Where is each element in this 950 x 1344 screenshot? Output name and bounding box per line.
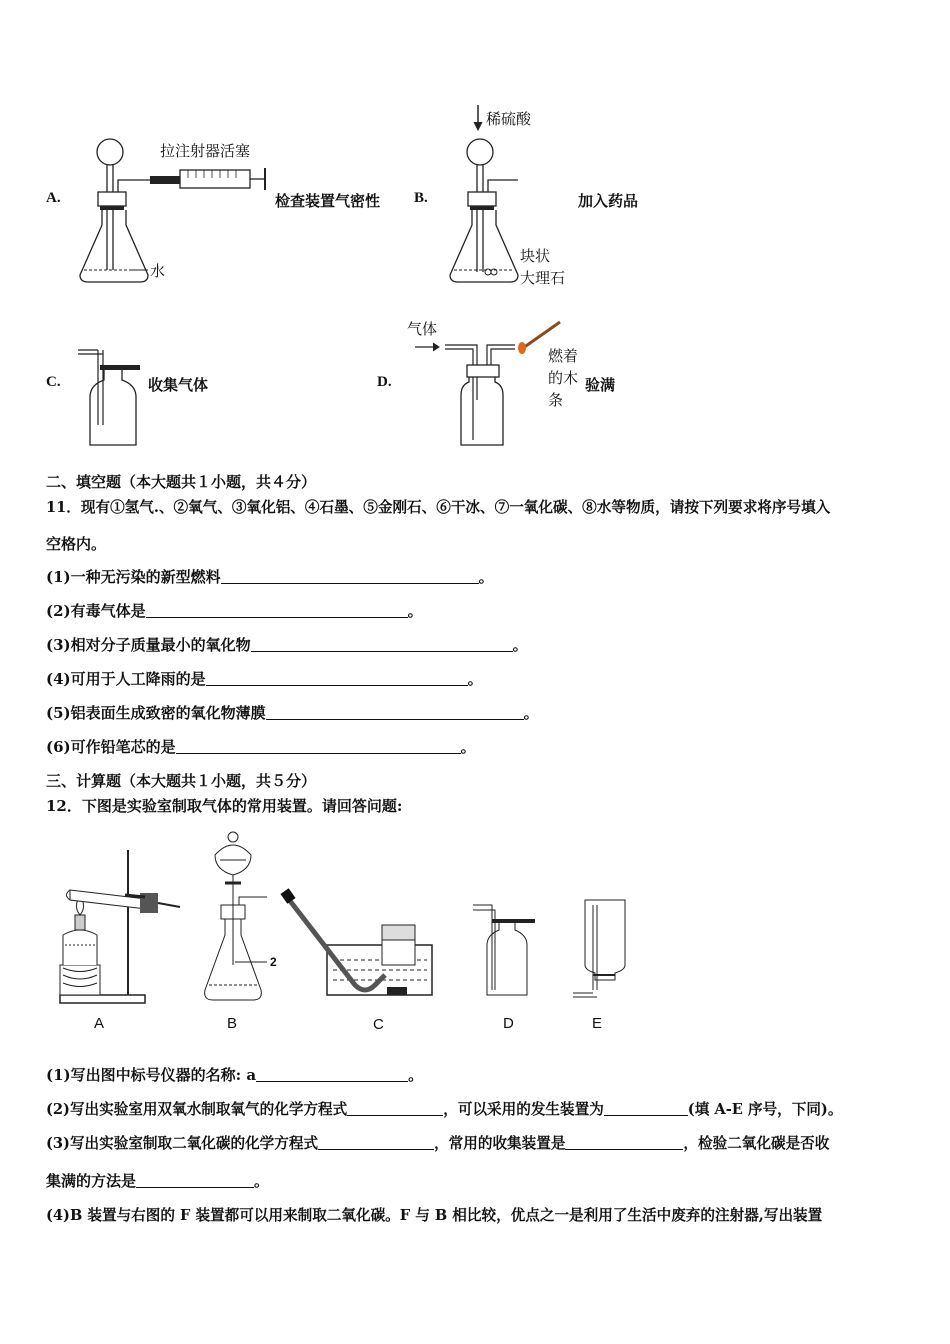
section3-heading: 三、计算题（本大题共１小题，共５分） xyxy=(46,772,317,790)
q12-part3-line2: 集满的方法是 。 xyxy=(46,1172,270,1190)
q11-item-1: (1)一种无污染的新型燃料 。 xyxy=(46,568,494,586)
apparatus-e-drawing xyxy=(573,900,625,997)
apparatus-b-drawing xyxy=(205,832,267,1000)
label-water: 水 xyxy=(150,263,166,280)
answer-blank[interactable] xyxy=(266,705,524,720)
apparatus-a-drawing xyxy=(60,850,180,1003)
label-marble-2: 大理石 xyxy=(520,270,566,287)
option-d-letter: D. xyxy=(377,374,392,390)
apparatus-label-b: B xyxy=(227,1015,238,1032)
answer-blank[interactable] xyxy=(604,1101,688,1116)
option-d-caption: 验满 xyxy=(585,376,616,394)
section2-heading: 二、填空题（本大题共１小题，共４分） xyxy=(46,473,317,491)
answer-blank[interactable] xyxy=(146,603,408,618)
apparatus-d-drawing xyxy=(473,905,535,995)
apparatus-label-c: C xyxy=(373,1016,384,1033)
q12-part3: (3)写出实验室制取二氧化碳的化学方程式 ，常用的收集装置是 ，检验二氧化碳是否收 xyxy=(46,1135,830,1152)
label-gas: 气体 xyxy=(407,321,438,338)
q12-apparatus-figure xyxy=(55,825,645,1015)
q12-part1: (1)写出图中标号仪器的名称: a 。 xyxy=(46,1066,424,1084)
apparatus-label-d: D xyxy=(503,1015,514,1032)
answer-blank[interactable] xyxy=(318,1135,434,1150)
label-stick-3: 条 xyxy=(548,392,564,409)
apparatus-c-drawing xyxy=(280,888,432,995)
q11-item-3: (3)相对分子质量最小的氧化物 。 xyxy=(46,636,528,654)
q11-line1: 11．现有①氢气.、②氧气、③氧化铝、④石墨、⑤金刚石、⑥干冰、⑦一氧化碳、⑧水等物质，请按下列要求将序号填入 xyxy=(46,499,831,516)
q11-item-5: (5)铝表面生成致密的氧化物薄膜 。 xyxy=(46,704,539,722)
answer-blank[interactable] xyxy=(176,739,461,754)
q11-item-6: (6)可作铅笔芯的是 。 xyxy=(46,738,476,756)
label-stick-1: 燃着 xyxy=(548,348,579,365)
answer-blank[interactable] xyxy=(565,1135,683,1150)
q11-item-2: (2)有毒气体是 。 xyxy=(46,602,423,620)
option-c-letter: C. xyxy=(46,374,61,390)
label-acid: 稀硫酸 xyxy=(486,111,532,128)
apparatus-c-figure xyxy=(78,345,158,450)
label-syringe: 拉注射器活塞 xyxy=(160,143,251,160)
label-2: 2 xyxy=(270,955,277,969)
q12-part4: (4)B 装置与右图的 F 装置都可以用来制取二氧化碳。F 与 B 相比较，优点之一是利用了生活中废弃的注射器,写出装置 xyxy=(46,1207,823,1224)
answer-blank[interactable] xyxy=(136,1173,254,1188)
answer-blank[interactable] xyxy=(347,1101,443,1116)
option-a-letter: A. xyxy=(46,190,61,206)
answer-blank[interactable] xyxy=(256,1067,408,1082)
option-c-caption: 收集气体 xyxy=(148,376,209,394)
label-stick-2: 的木 xyxy=(548,370,579,387)
q11-line2: 空格内。 xyxy=(46,535,107,553)
label-marble-1: 块状 xyxy=(520,248,551,265)
answer-blank[interactable] xyxy=(251,637,513,652)
answer-blank[interactable] xyxy=(206,671,468,686)
option-a-caption: 检查装置气密性 xyxy=(275,192,381,210)
q11-item-4: (4)可用于人工降雨的是 。 xyxy=(46,670,483,688)
option-b-caption: 加入药品 xyxy=(578,192,639,210)
q12-intro: 12．下图是实验室制取气体的常用装置。请回答问题: xyxy=(46,797,403,815)
option-b-letter: B. xyxy=(414,190,428,206)
answer-blank[interactable] xyxy=(221,569,479,584)
apparatus-label-e: E xyxy=(592,1015,603,1032)
apparatus-label-a: A xyxy=(94,1015,105,1032)
q12-part2: (2)写出实验室用双氧水制取氧气的化学方程式 ，可以采用的发生装置为 (填 A-E 序号，下同)。 xyxy=(46,1101,843,1118)
